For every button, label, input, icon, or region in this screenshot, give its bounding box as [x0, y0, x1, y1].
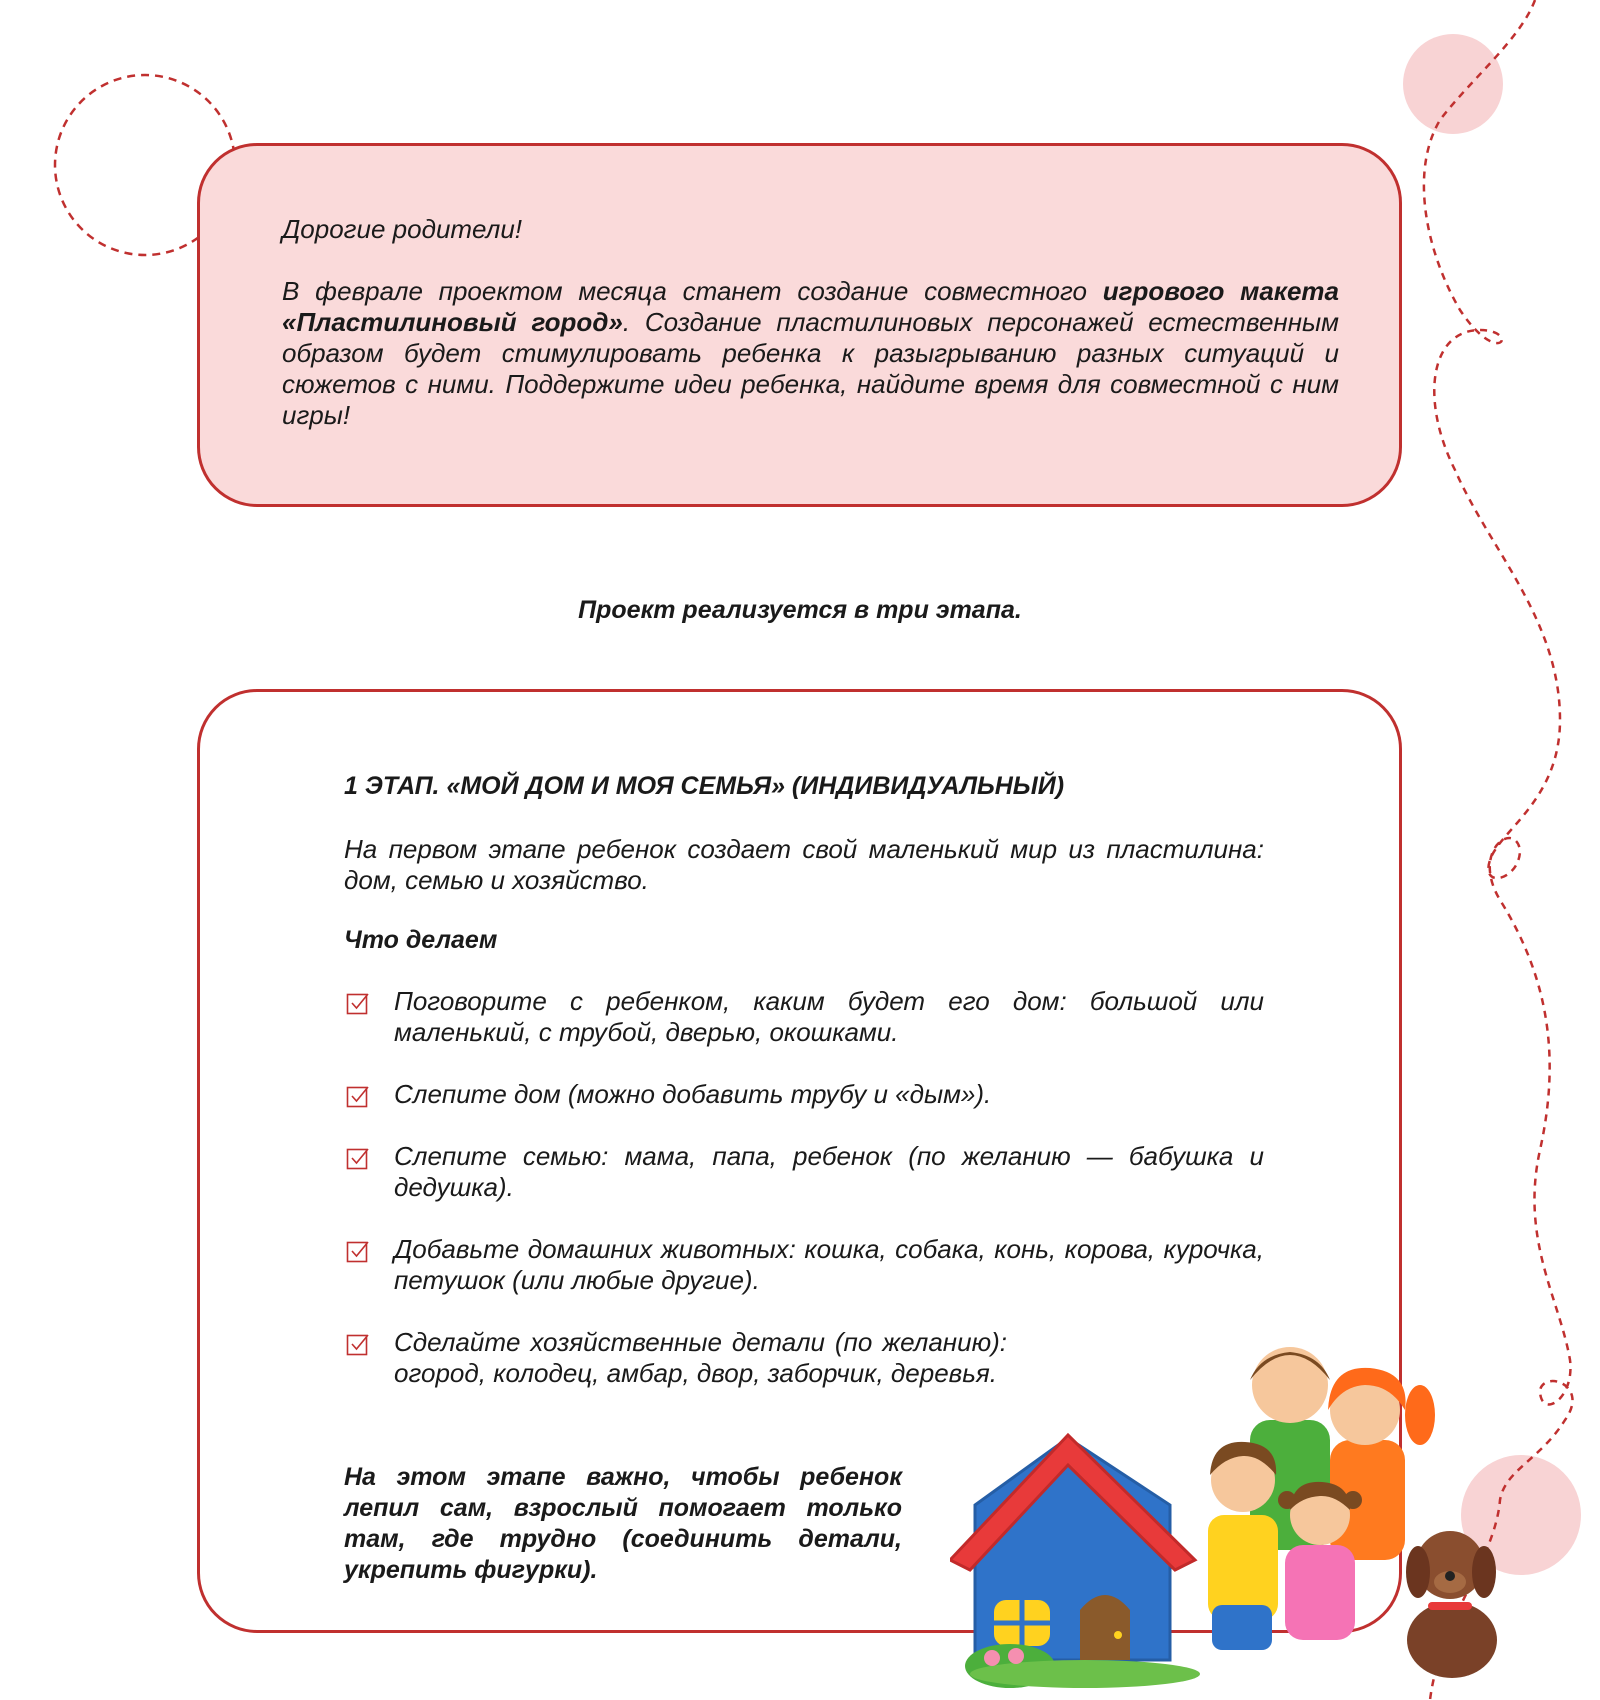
checkbox-icon — [346, 1084, 370, 1108]
list-item — [344, 1141, 1264, 1203]
intro-paragraph-end: . Создание пластилиновых персонажей естественным образом будет стимулировать ребенка к разыгрыванию разных ситуаций и сюжетов с ними. Поддержите идеи ребенка, найдите время для совместной с ним игры! — [282, 307, 1339, 430]
list-item — [344, 1079, 1264, 1110]
plasticine-family-icon — [1208, 1347, 1435, 1650]
list-item-text: Сделайте хозяйственные детали (по желанию): огород, колодец, амбар, двор, заборчик, деревья. — [394, 1327, 1007, 1388]
stage1-heading: 1 ЭТАП. «МОЙ ДОМ И МОЯ СЕМЬЯ» (ИНДИВИДУАЛЬНЫЙ) — [344, 772, 1065, 800]
list-item-text: Поговорите с ребенком, каким будет его дом: большой или маленький, с трубой, дверью, окошками. — [394, 986, 1264, 1047]
intro-paragraph-start: В феврале проектом месяца станет создание совместного — [282, 276, 1103, 306]
greeting: Дорогие родители! — [282, 214, 523, 244]
checkbox-icon — [346, 1146, 370, 1170]
stages-title: Проект реализуется в три этапа. — [578, 596, 1022, 624]
plasticine-illustration — [950, 1310, 1520, 1690]
intro-text — [282, 214, 1339, 431]
plasticine-dog-icon — [1406, 1531, 1497, 1678]
list-item-text: Добавьте домашних животных: кошка, собака, конь, корова, курочка, петушок (или любые другие). — [394, 1234, 1264, 1295]
intro-paragraph — [282, 276, 1339, 431]
list-item-text: Слепите семью: мама, папа, ребенок (по желанию — бабушка и дедушка). — [394, 1141, 1264, 1202]
list-item — [344, 1327, 1007, 1389]
stage1-intro: На первом этапе ребенок создает свой маленький мир из пластилина: дом, семью и хозяйство. — [344, 834, 1264, 895]
checkbox-icon — [346, 1239, 370, 1263]
list-item — [344, 986, 1264, 1048]
checkbox-icon — [346, 1332, 370, 1356]
what-we-do-heading: Что делаем — [344, 926, 498, 954]
pink-dot-deco — [1403, 34, 1503, 134]
list-item — [344, 1234, 1264, 1296]
intro-box — [197, 143, 1402, 507]
checkbox-icon — [346, 991, 370, 1015]
intro-paragraph-bold: игрового макета «Пластилиновый город» — [282, 276, 1339, 337]
plasticine-house-icon — [950, 1435, 1200, 1688]
stage1-note: На этом этапе важно, чтобы ребенок лепил сам, взрослый помогает только там, где трудно (соединить детали, укрепить фигурки). — [344, 1463, 902, 1584]
list-item-text: Слепите дом (можно добавить трубу и «дым»). — [394, 1079, 992, 1109]
